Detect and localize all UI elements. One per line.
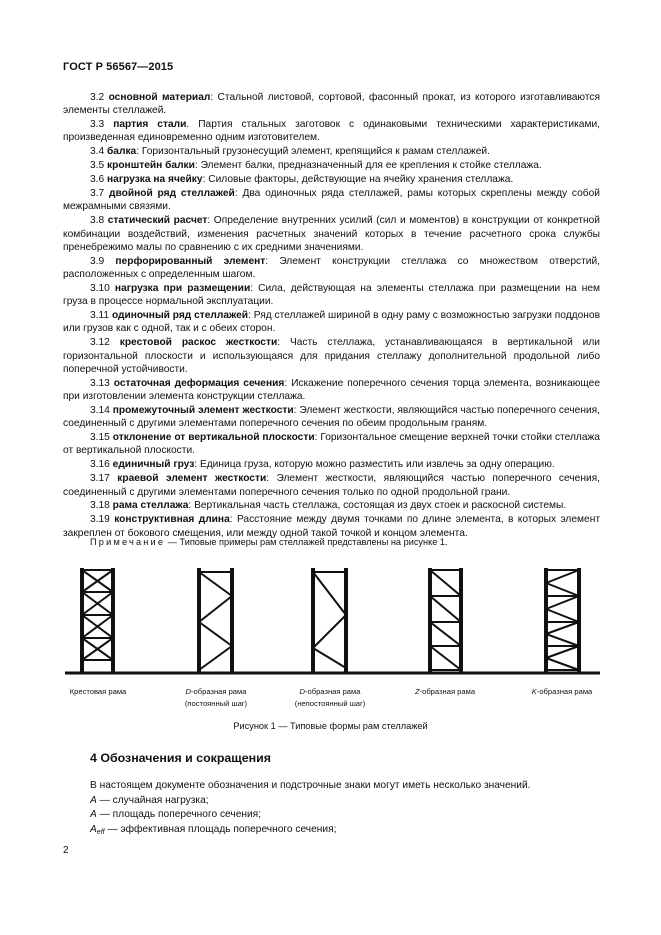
definition-term: нагрузка на ячейку [107, 174, 203, 186]
definition-item [63, 187, 600, 214]
section-title: 4 Обозначения и сокращения [90, 751, 271, 765]
definition-item [63, 118, 600, 145]
symbol-item: A — площадь поперечного сечения; [90, 809, 262, 820]
definition-text: : Стальной листовой, сортовой, фасонный прокат, из которого изготавливаются элементы стеллажей. [63, 92, 600, 117]
definition-number: 3.7 [90, 188, 105, 200]
definition-text: . Партия стальных заготовок с одинаковыми техническими характеристиками, произведенная единовременно одним изготовителем. [63, 119, 600, 144]
note-label: Примечание [90, 537, 166, 547]
z-frame [430, 568, 461, 672]
caption-k-frame: K-образная рама [531, 687, 593, 696]
page-number: 2 [63, 845, 69, 856]
definition-text: : Силовые факторы, действующие на ячейку хранения стеллажа. [202, 174, 514, 186]
definition-item [63, 404, 600, 431]
definition-text: : Часть стеллажа, устанавливающаяся в вертикальной или горизонтальной плоскости и использующаяся для придания стеллажу дополнительной продольной либо поперечной устойчивости. [63, 337, 600, 375]
definition-term: промежуточный элемент жесткости [112, 404, 294, 416]
definition-term: двойной ряд стеллажей [109, 188, 235, 200]
definition-item [63, 173, 600, 186]
definition-number: 3.15 [90, 432, 110, 444]
caption-cross-frame: Крестовая рама [69, 687, 127, 696]
definition-text: : Единица груза, которую можно разместить или извлечь за одну операцию. [194, 459, 555, 471]
definition-term: кронштейн балки [107, 160, 195, 172]
definition-item [63, 91, 600, 118]
figure-caption: Рисунок 1 — Типовые формы рам стеллажей [233, 721, 428, 731]
definition-item [63, 513, 600, 540]
note-text: — Типовые примеры рам стеллажей представлены на рисунке 1. [165, 537, 448, 547]
definition-number: 3.2 [90, 92, 105, 103]
definition-number: 3.16 [90, 459, 110, 471]
definition-term: отклонение от вертикальной плоскости [112, 432, 315, 444]
definition-text: : Горизонтальное смещение верхней точки стойки стеллажа от вертикальной плоскости. [63, 432, 600, 457]
caption-d-frame-constant: D-образная рама (постоянный шаг) [184, 687, 248, 708]
definition-number: 3.13 [90, 377, 110, 389]
definition-term: конструктивная длина [114, 514, 230, 526]
rack-frames-figure [0, 560, 661, 680]
definition-item [63, 309, 600, 336]
definition-term: остаточная деформация сечения [113, 377, 285, 389]
definition-number: 3.12 [90, 337, 110, 349]
definition-item [63, 282, 600, 309]
definition-item [63, 458, 600, 471]
definition-text: : Вертикальная часть стеллажа, состоящая из двух стоек и раскосной системы. [188, 500, 567, 512]
definition-number: 3.11 [90, 310, 110, 322]
definition-term: одиночный ряд стеллажей [111, 310, 249, 322]
definition-term: основной материал [108, 92, 211, 103]
definition-term: статический расчет [107, 215, 208, 227]
definition-text: : Два одиночных ряда стеллажей, рамы которых скреплены между собой межрамными связями. [63, 188, 600, 213]
definition-text: : Элемент жесткости, являющийся частью поперечного сечения, соединенный с другими элементами поперечного сечения только по одной продольной грани. [63, 473, 600, 498]
d-frame-constant [199, 568, 232, 672]
definition-item [63, 472, 600, 499]
definition-number: 3.4 [90, 146, 105, 158]
definition-text: : Ряд стеллажей шириной в одну раму с возможностью загрузки поддонов или грузов как с одной, так и с обеих сторон. [63, 310, 600, 335]
definition-number: 3.5 [90, 160, 105, 172]
definition-item [63, 159, 600, 172]
definition-item [63, 499, 600, 512]
definition-item [63, 377, 600, 404]
k-frame [546, 568, 579, 672]
definition-item [63, 431, 600, 458]
definition-text: : Элемент балки, предназначенный для ее крепления к стойке стеллажа. [194, 160, 542, 172]
definition-number: 3.19 [90, 514, 110, 526]
definition-number: 3.10 [90, 282, 110, 294]
caption-d-frame-variable: D-образная рама (непостоянный шаг) [294, 687, 366, 708]
definition-text: : Горизонтальный грузонесущий элемент, крепящийся к рамам стеллажей. [136, 146, 490, 158]
definition-text: : Элемент конструкции стеллажа со множеством отверстий, расположенных с определенным шагом. [63, 255, 600, 281]
definitions-list [63, 91, 600, 540]
definition-text: : Искажение поперечного сечения торца элемента, возникающее при изготовлении элемента конструкции стеллажа. [63, 377, 600, 403]
definition-number: 3.6 [90, 174, 105, 186]
cross-frame [82, 568, 113, 672]
section-body [90, 779, 600, 837]
symbol-item: $A_{eff}$ — эффективная площадь поперечного сечения; [90, 823, 337, 836]
definition-number: 3.3 [90, 119, 105, 131]
document-header: ГОСТ Р 56567—2015 [63, 61, 174, 73]
section-intro: В настоящем документе обозначения и подстрочные знаки могут иметь несколько значений. [90, 780, 531, 791]
definition-term: перфорированный элемент [115, 255, 266, 267]
definition-term: балка [107, 146, 137, 158]
definition-number: 3.18 [90, 500, 110, 512]
definition-number: 3.8 [90, 215, 105, 227]
definition-text: : Элемент жесткости, являющийся частью поперечного сечения, соединенный с другими элементами поперечного сечения по обеим продольным граням. [63, 404, 600, 430]
definition-text: : Сила, действующая на элементы стеллажа при размещении на нем груза в процессе нормальной эксплуатации. [63, 282, 600, 308]
definition-number: 3.9 [90, 255, 105, 267]
definition-text: : Определение внутренних усилий (сил и моментов) в конструкции от конкретной комбинации воздействий, изменения расчетных значений которых в течение расчетного срока службы пренебрежимо малы по сравнению с их средними значениями. [63, 215, 600, 253]
definition-term: крестовой раскос жесткости [119, 337, 278, 349]
definition-term: партия стали [113, 119, 187, 131]
definition-term: краевой элемент жесткости [117, 473, 267, 485]
definition-text: : Расстояние между двумя точками по длине элемента, в которых элемент закреплен от бокового смещения, или между одной такой точкой и концом элемента. [63, 514, 601, 539]
definition-item [63, 145, 600, 158]
definition-term: единичный груз [112, 459, 195, 471]
d-frame-variable [313, 568, 346, 672]
definition-item [63, 255, 600, 282]
definition-number: 3.17 [90, 473, 110, 485]
definition-term: рама стеллажа [112, 500, 189, 512]
definition-number: 3.14 [90, 404, 110, 416]
definition-term: нагрузка при размещении [114, 282, 251, 294]
figure-note [90, 537, 448, 547]
definition-item [63, 336, 600, 376]
symbol-item: A — случайная нагрузка; [90, 794, 209, 806]
caption-z-frame: Z-образная рама [414, 687, 476, 696]
definition-item [63, 214, 600, 254]
